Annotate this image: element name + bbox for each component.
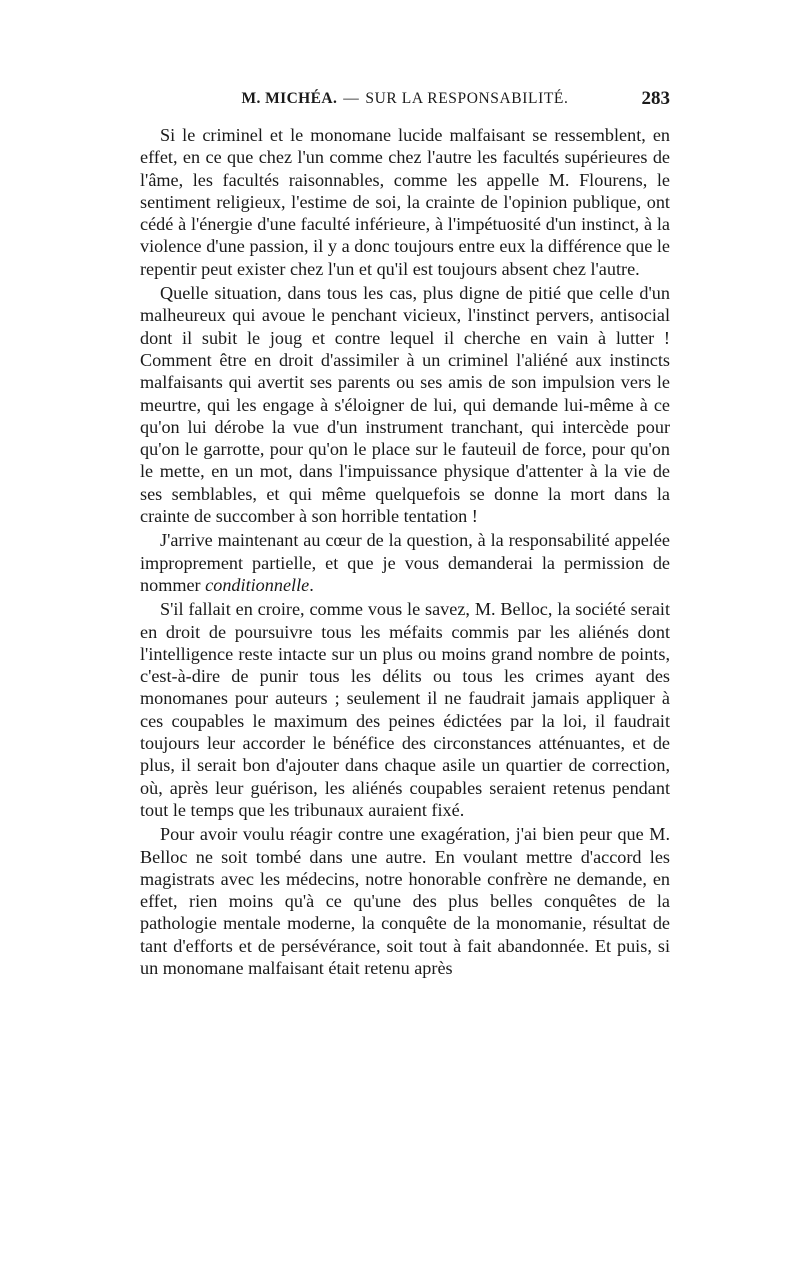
paragraph-3: [140, 529, 670, 596]
header-separator: —: [343, 90, 360, 107]
paragraph-3-end: .: [309, 574, 314, 595]
page-number: 283: [641, 88, 670, 109]
paragraph-1: Si le criminel et le monomane lucide malfaisant se ressemblent, en effet, en ce que chez l'un comme chez l'autre les facultés supérieures de l'âme, les facultés raisonnables, comme les appelle M. Flourens, le sentiment religieux, l'estime de soi, la crainte de l'opinion publique, ont cédé à l'énergie d'une faculté inférieure, à l'impétuosité d'un instinct, à la violence d'une passion, il y a donc toujours entre eux la différence que le repentir peut exister chez l'un et qu'il est toujours absent chez l'autre.: [140, 125, 670, 279]
paragraph-2: Quelle situation, dans tous les cas, plus digne de pitié que celle d'un malheureux qui avoue le penchant vicieux, l'instinct pervers, antisocial dont il subit le joug et contre lequel il cherche en vain à lutter ! Comment être en droit d'assimiler à un criminel l'aliéné aux instincts malfaisants qui avertit ses parents ou ses amis de son impulsion vers le meurtre, qui les engage à s'éloigner de lui, qui demande lui-même à ce qu'on lui dérobe la vue d'un instrument tranchant, qui intercède pour qu'on le garrotte, pour qu'on le place sur le fauteuil de force, pour qu'on le mette, en un mot, dans l'impuissance physique d'attenter à la vie de ses semblables, et qui même quelquefois se donne la mort dans la crainte de succomber à son horrible tentation !: [140, 283, 670, 527]
paragraph-3-italic-term: conditionnelle: [205, 574, 310, 595]
paragraph-5: Pour avoir voulu réagir contre une exagération, j'ai bien peur que M. Belloc ne soit tombé dans une autre. En voulant mettre d'accord les magistrats avec les médecins, notre honorable confrère ne demande, en effet, rien moins qu'à ce qu'une des plus belles conquêtes de la pathologie mentale moderne, la conquête de la monomanie, résultat de tant d'efforts et de persévérance, soit tout à fait abandonnée. Et puis, si un monomane malfaisant était retenu après: [140, 824, 670, 978]
paragraph-3-text: J'arrive maintenant au cœur de la question, à la responsabilité appelée improprement partielle, et que je vous demanderai la permission de nommer: [140, 530, 670, 595]
book-page: [140, 90, 670, 979]
paragraph-4: S'il fallait en croire, comme vous le savez, M. Belloc, la société serait en droit de poursuivre tous les méfaits commis par les aliénés dont l'intelligence reste intacte sur un plus ou moins grand nombre de points, c'est-à-dire de punir tous les délits ou tous les crimes ayant des monomanes pour auteurs ; seulement il ne faudrait jamais appliquer à ces coupables le maximum des peines édictées par la loi, il faudrait toujours leur accorder le bénéfice des circonstances atténuantes, et de plus, il serait bon d'ajouter dans chaque asile un quartier de correction, où, après leur guérison, les aliénés coupables seraient retenus pendant tout le temps que les tribunaux auraient fixé.: [140, 599, 670, 820]
header-author: M. MICHÉA.: [241, 90, 338, 107]
running-head: [140, 90, 670, 118]
header-title: SUR LA RESPONSABILITÉ.: [365, 90, 569, 107]
body-text: [140, 124, 670, 979]
